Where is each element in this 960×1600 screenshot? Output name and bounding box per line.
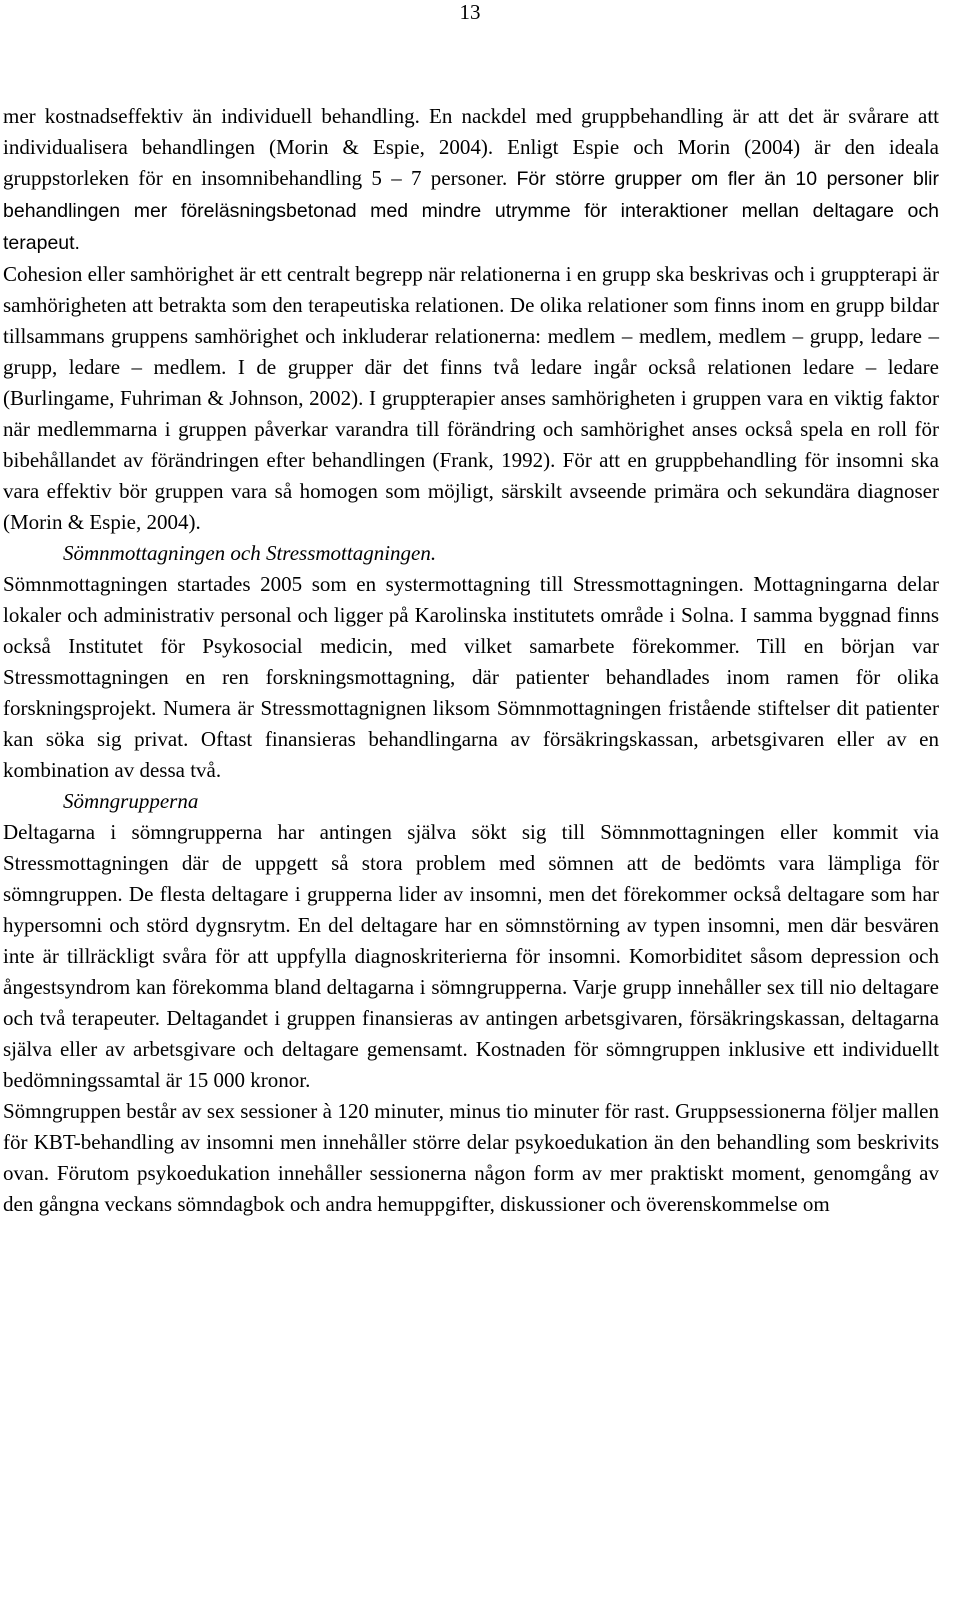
document-body — [3, 101, 939, 1220]
paragraph-cohesion: Cohesion eller samhörighet är ett centralt begrepp när relationerna i en grupp ska beskrivas och i gruppterapi är samhörigheten att betrakta som den terapeutiska relationen. De olika relationer som finns inom en grupp bildar tillsammans gruppens samhörighet och inkluderar relationerna: medlem – medlem, medlem – grupp, ledare – grupp, ledare – medlem. I de grupper där det finns två ledare ingår också relationen ledare – ledare (Burlingame, Fuhriman & Johnson, 2002). I gruppterapier anses samhörigheten i gruppen vara en viktig faktor när medlemmarna i gruppen påverkar varandra till förändring och samhörighet anses också spela en roll för bibehållandet av förändringen efter behandlingen (Frank, 1992). För att en gruppbehandling för insomni ska vara effektiv bör gruppen vara så homogen som möjligt, särskilt avseende primära och sekundära diagnoser (Morin & Espie, 2004). — [3, 262, 939, 534]
section-heading-clinics: Sömnmottagningen och Stressmottagningen. — [63, 541, 437, 565]
page-number: 13 — [459, 0, 481, 24]
section-heading-sleep-groups: Sömngrupperna — [63, 789, 199, 813]
paragraph-group-size — [3, 101, 939, 259]
paragraph-text-serif: mer kostnadseffektiv än individuell behandling. En nackdel med gruppbehandling är att det är svårare att individualisera behandlingen (Morin & Espie, 2004). Enligt Espie och Morin (2004) är den ideala gruppstorleken för en insomnibehandling 5 – 7 personer. — [3, 104, 939, 190]
paragraph-sessions: Sömngruppen består av sex sessioner à 120 minuter, minus tio minuter för rast. Gruppsessionerna följer mallen för KBT-behandling av insomni men innehåller större delar psykoedukation än den behandling som beskrivits ovan. Förutom psykoedukation innehåller sessionerna någon form av mer praktiskt moment, genomgång av den gångna veckans sömndagbok och andra hemuppgifter, diskussioner och överenskommelse om — [3, 1099, 939, 1216]
paragraph-clinics: Sömnmottagningen startades 2005 som en systermottagning till Stressmottagningen. Mottagningarna delar lokaler och administrativ personal och ligger på Karolinska institutets område i Solna. I samma byggnad finns också Institutet för Psykosocial medicin, med vilket samarbete förekommer. Till en början var Stressmottagningen en ren forskningsmottagning, där patienter behandlades inom ramen för olika forskningsprojekt. Numera är Stressmottagnignen liksom Sömnmottagningen fristående stiftelser dit patienter kan söka sig privat. Oftast finansieras behandlingarna av försäkringskassan, arbetsgivaren eller av en kombination av dessa två. — [3, 572, 939, 782]
paragraph-text-sans: För större grupper om fler än 10 personer blir behandlingen mer föreläsningsbetonad med mindre utrymme för interaktioner mellan deltagare och terapeut. — [3, 168, 940, 254]
paragraph-sleep-groups: Deltagarna i sömngrupperna har antingen själva sökt sig till Sömnmottagningen eller kommit via Stressmottagningen där de uppgett så stora problem med sömnen att de bedömts vara lämpliga för sömngruppen. De flesta deltagare i grupperna lider av insomni, men det förekommer också deltagare som har hypersomni och störd dygnsrytm. En del deltagare har en sömnstörning av typen insomni, men där besvären inte är tillräckligt svåra för att uppfylla diagnoskriterierna för insomni. Komorbiditet såsom depression och ångestsyndrom kan förekomma bland deltagarna i sömngrupperna. Varje grupp innehåller sex till nio deltagare och två terapeuter. Deltagandet i gruppen finansieras av antingen arbetsgivaren, försäkringskassan, deltagarna själva eller av arbetsgivare och deltagare gemensamt. Kostnaden för sömngruppen inklusive ett individuellt bedömningssamtal är 15 000 kronor. — [3, 820, 939, 1092]
